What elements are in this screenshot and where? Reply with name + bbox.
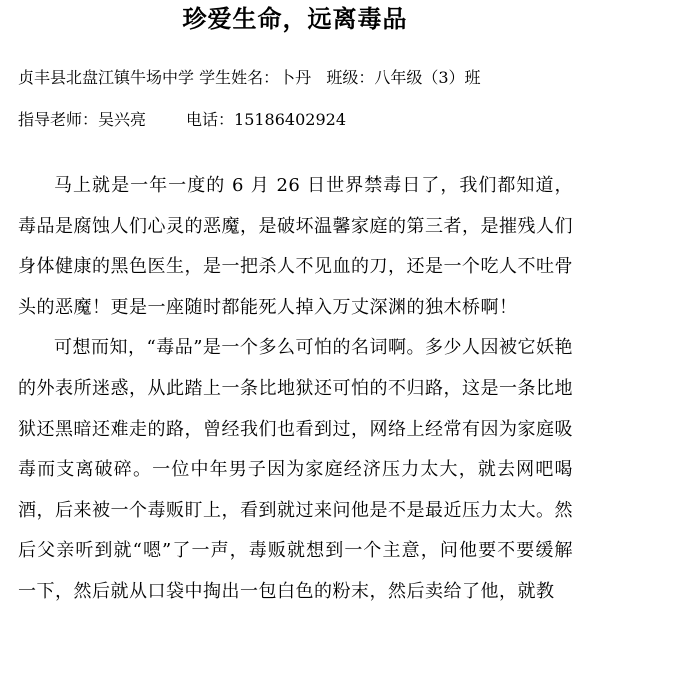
essay-body [18,166,573,613]
teacher-name: 指导老师：吴兴亮 [18,110,147,129]
school-student-class-line: 贞丰县北盘江镇牛场中学 学生姓名：卜丹 班级：八年级（3）班 [18,68,481,87]
document-title: 珍爱生命，远离毒品 [182,5,408,33]
teacher-phone-line [18,108,346,132]
phone-number: 电话：15186402924 [186,110,346,129]
paragraph-2: 可想而知，“毒品”是一个多么可怕的名词啊。多少人因被它妖艳的外表所迷惑，从此踏上一条比地狱还可怕的不归路，这是一条比地狱还黑暗还难走的路，曾经我们也看到过，网络上经常有因为家庭吸毒而支离破碎。一位中年男子因为家庭经济压力太大，就去网吧喝酒，后来被一个毒贩盯上，看到就过来问他是不是最近压力太大。然后父亲听到就“嗯”了一声，毒贩就想到一个主意，问他要不要缓解一下，然后就从口袋中掏出一包白色的粉末，然后卖给了他，就教 [18,337,573,602]
paragraph-1: 马上就是一年一度的 6 月 26 日世界禁毒日了，我们都知道，毒品是腐蚀人们心灵的恶魔，是破坏温馨家庭的第三者，是摧残人们身体健康的黑色医生，是一把杀人不见血的刀，还是一个吃人不吐骨头的恶魔！更是一座随时都能死人掉入万丈深渊的独木桥啊！ [18,175,573,318]
